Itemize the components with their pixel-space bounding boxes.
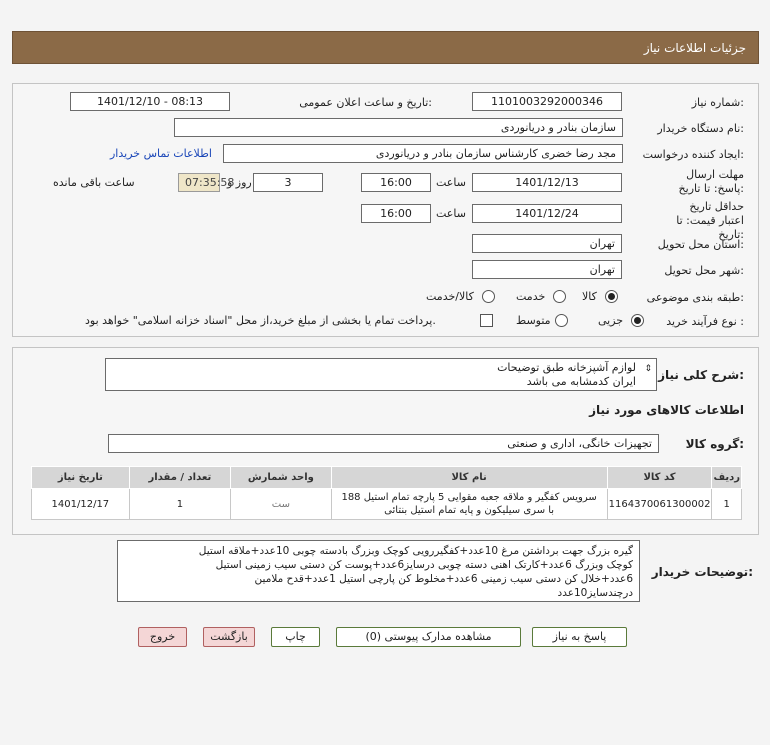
process-option-minor: جزیی [598, 314, 624, 327]
goods-info-title: اطلاعات کالاهای مورد نیاز [589, 403, 744, 417]
category-radio-both[interactable] [482, 290, 495, 303]
remaining-time-field: 07:35:58 [178, 173, 220, 192]
goods-panel [12, 347, 759, 535]
contact-buyer-link[interactable]: اطلاعات تماس خریدار [110, 147, 212, 160]
process-label: نوع فرآیند خرید : [666, 315, 744, 328]
summary-label: شرح کلی نیاز: [658, 368, 744, 382]
buyer-desc-line-4: درچندسایز10عدد [557, 587, 633, 599]
cell-name-line-2: با سری سیلیکون و پایه تمام استیل بنتائی [384, 505, 555, 516]
buyer-org-field: سازمان بنادر و دریانوردی [174, 118, 623, 137]
col-row: ردیف [712, 467, 742, 489]
remaining-label: ساعت باقی مانده [53, 176, 135, 189]
deadline-label: مهلت ارسال پاسخ: تا تاریخ: [678, 168, 744, 195]
deadline-time-label: ساعت [436, 176, 466, 189]
validity-time-field: 16:00 [361, 204, 431, 223]
info-panel [12, 83, 759, 337]
category-option-goods: کالا [582, 290, 597, 303]
city-field: تهران [472, 260, 622, 279]
col-code: کد کالا [607, 467, 712, 489]
announce-field: 1401/12/10 - 08:13 [70, 92, 230, 111]
goods-group-label: گروه کالا: [685, 437, 744, 451]
attachments-button[interactable]: مشاهده مدارک پیوستی (0) [336, 627, 521, 647]
buyer-desc-line-1: گیره بزرگ جهت برداشتن مرغ 10عدد+کفگیررویی کوچک وبزرگ بادسته چوبی 10عدد+ملاقه استیل [198, 545, 633, 557]
process-radio-medium[interactable] [555, 314, 568, 327]
cell-name-line-1: سرویس کفگیر و ملاقه جعبه مقوایی 5 پارچه تمام استیل 188 [341, 492, 597, 503]
need-number-label: شماره نیاز: [691, 96, 744, 109]
buyer-desc-line-2: کوچک وبزرگ 6عدد+کارتک اهنی دسته چوبی درسایز6عدد+پوست کن دستی سیب زمینی استیل [215, 559, 633, 571]
category-option-service: خدمت [516, 290, 546, 303]
goods-table [31, 466, 742, 520]
cell-name [331, 489, 607, 520]
deadline-date-field: 1401/12/13 [472, 173, 622, 192]
validity-time-label: ساعت [436, 207, 466, 220]
reply-button[interactable]: پاسخ به نیاز [532, 627, 627, 647]
announce-label: تاریخ و ساعت اعلان عمومی: [299, 96, 432, 109]
cell-unit: ست [231, 489, 332, 520]
col-qty: تعداد / مقدار [129, 467, 230, 489]
days-label: روز و [227, 176, 252, 189]
need-number-field: 1101003292000346 [472, 92, 622, 111]
col-unit: واحد شمارش [231, 467, 332, 489]
province-field: تهران [472, 234, 622, 253]
city-label: شهر محل تحویل: [664, 264, 744, 277]
buyer-desc-line-3: 6عدد+خلال کن دستی سیب زمینی 6عدد+مخلوط کن پارچی استیل 1عدد+قدح ملامین [254, 573, 633, 585]
cell-row: 1 [712, 489, 742, 520]
deadline-time-field: 16:00 [361, 173, 431, 192]
print-button[interactable]: چاپ [271, 627, 320, 647]
summary-line-2: ایران کدمشابه می باشد [526, 375, 636, 388]
province-label: استان محل تحویل: [657, 238, 744, 251]
summary-box [105, 358, 657, 391]
cell-code: 1164370061300002 [607, 489, 712, 520]
cell-qty: 1 [129, 489, 230, 520]
buyer-org-label: نام دستگاه خریدار: [657, 122, 744, 135]
buyer-desc-box [117, 540, 640, 602]
col-date: تاریخ نیاز [32, 467, 130, 489]
buyer-desc-label: توضیحات خریدار: [651, 565, 753, 579]
page-header [12, 31, 759, 64]
validity-date-field: 1401/12/24 [472, 204, 622, 223]
cell-date: 1401/12/17 [32, 489, 130, 520]
category-label: طبقه بندی موضوعی: [646, 291, 744, 304]
back-button[interactable]: بازگشت [203, 627, 255, 647]
exit-button[interactable]: خروج [138, 627, 187, 647]
creator-field: مجد رضا خضری کارشناس سازمان بنادر و دریانوردی [223, 144, 623, 163]
validity-label: حداقل تاریخ اعتبار قیمت: تا تاریخ: [676, 200, 744, 241]
page-title: جزئیات اطلاعات نیاز [643, 41, 746, 55]
payment-note: پرداخت تمام یا بخشی از مبلغ خرید،از محل "اسناد خزانه اسلامی" خواهد بود. [85, 314, 436, 327]
days-field: 3 [253, 173, 323, 192]
treasury-checkbox[interactable] [480, 314, 493, 327]
col-name: نام کالا [331, 467, 607, 489]
table-row [32, 489, 742, 520]
table-header-row [32, 467, 742, 489]
category-radio-goods[interactable] [605, 290, 618, 303]
process-option-medium: متوسط [516, 314, 551, 327]
creator-label: ایجاد کننده درخواست: [642, 148, 744, 161]
category-radio-service[interactable] [553, 290, 566, 303]
category-option-both: کالا/خدمت [426, 290, 474, 303]
summary-line-1: لوازم آشپزخانه طبق توضیحات [497, 361, 636, 374]
process-radio-minor[interactable] [631, 314, 644, 327]
resize-icon: ⇕ [644, 364, 652, 374]
goods-group-field: تجهیزات خانگی، اداری و صنعتی [108, 434, 659, 453]
